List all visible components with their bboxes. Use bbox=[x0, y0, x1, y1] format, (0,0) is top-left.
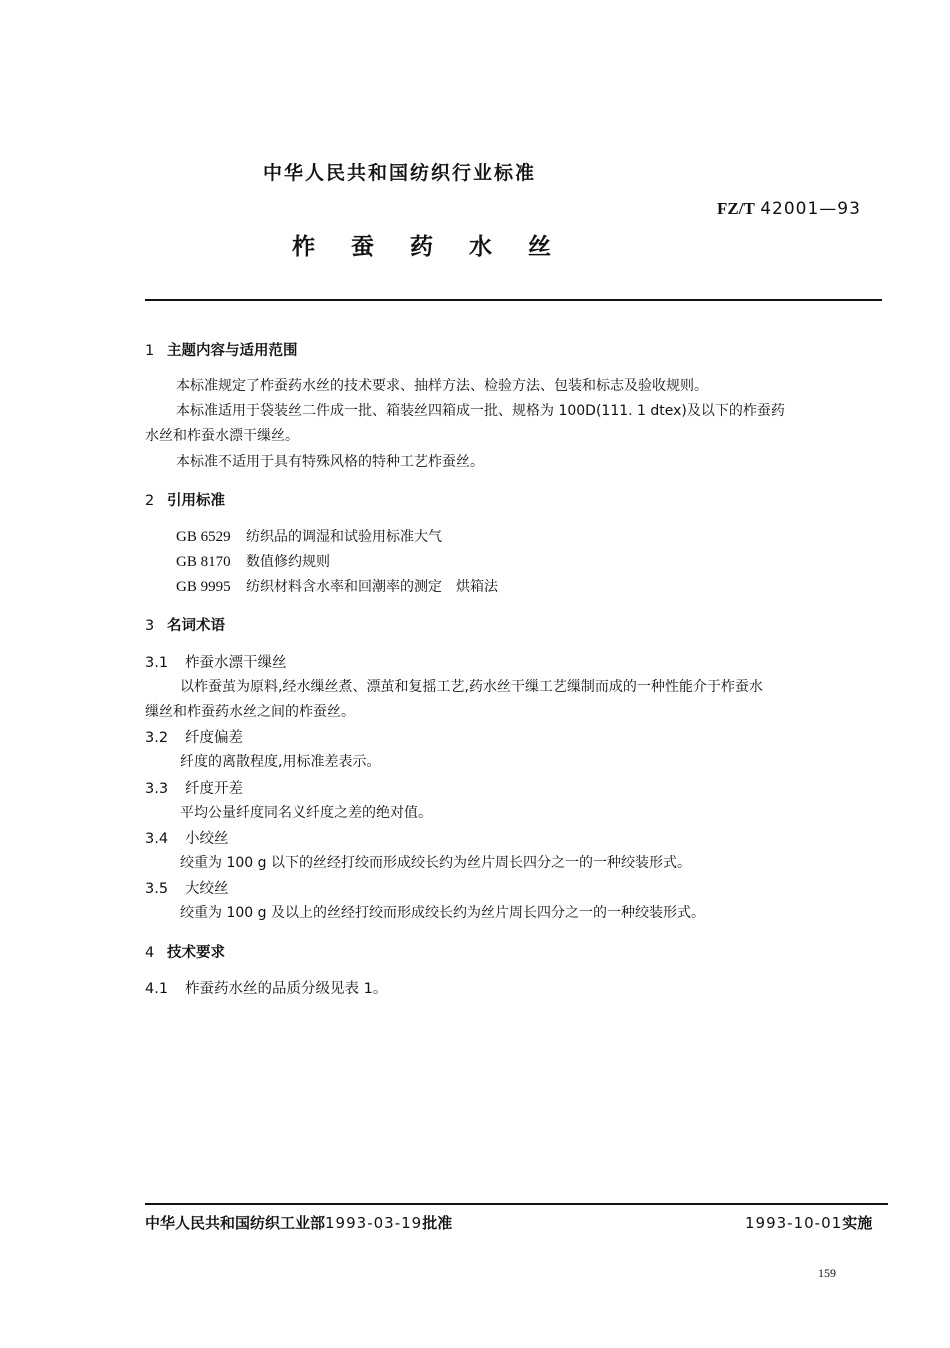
issuing-body-heading: 中华人民共和国纺织行业标准 bbox=[263, 162, 537, 184]
term-heading bbox=[145, 726, 243, 747]
section-2-heading bbox=[145, 489, 225, 510]
reference-item bbox=[176, 576, 498, 596]
section-number: 1 bbox=[145, 343, 155, 359]
term-name: 柞蚕水漂干缫丝 bbox=[185, 655, 287, 671]
reference-item bbox=[176, 526, 442, 546]
reference-item bbox=[176, 551, 330, 571]
reference-title: 纺织材料含水率和回潮率的测定 烘箱法 bbox=[246, 579, 498, 595]
clause-text: 柞蚕药水丝的品质分级见表 1。 bbox=[185, 981, 388, 997]
reference-code: GB 8170 bbox=[176, 554, 231, 570]
page-number: 159 bbox=[818, 1266, 836, 1280]
effective-label: 实施 bbox=[842, 1214, 873, 1232]
paragraph: 本标准不适用于具有特殊风格的特种工艺柞蚕丝。 bbox=[176, 454, 484, 470]
term-definition: 纤度的离散程度,用标准差表示。 bbox=[180, 754, 381, 770]
section-1-heading bbox=[145, 339, 298, 360]
term-definition: 平均公量纤度同名义纤度之差的绝对值。 bbox=[180, 805, 432, 821]
term-name: 纤度偏差 bbox=[185, 730, 243, 746]
title-char: 药 bbox=[410, 234, 433, 260]
paragraph: 本标准适用于袋装丝二件成一批、箱装丝四箱成一批、规格为 100D(111. 1 dtex)及以下的柞蚕药 bbox=[176, 403, 785, 419]
approval-date: 1993-03-19 bbox=[325, 1214, 423, 1232]
term-number: 3.1 bbox=[145, 655, 169, 671]
section-3-heading bbox=[145, 614, 225, 635]
section-title: 技术要求 bbox=[167, 945, 225, 961]
section-number: 3 bbox=[145, 618, 155, 634]
term-number: 3.3 bbox=[145, 781, 169, 797]
title-char: 水 bbox=[469, 234, 492, 260]
term-heading bbox=[145, 877, 229, 898]
paragraph: 本标准规定了柞蚕药水丝的技术要求、抽样方法、检验方法、包装和标志及验收规则。 bbox=[176, 378, 708, 394]
reference-code: GB 6529 bbox=[176, 529, 231, 545]
standard-number bbox=[717, 199, 861, 219]
term-number: 3.4 bbox=[145, 831, 169, 847]
standard-prefix: FZ/T bbox=[717, 199, 755, 218]
section-title: 名词术语 bbox=[167, 618, 225, 634]
term-number: 3.2 bbox=[145, 730, 169, 746]
section-number: 2 bbox=[145, 493, 155, 509]
title-char: 柞 bbox=[292, 234, 315, 260]
term-number: 3.5 bbox=[145, 881, 169, 897]
term-definition-continuation: 缫丝和柞蚕药水丝之间的柞蚕丝。 bbox=[145, 704, 355, 720]
term-definition: 绞重为 100 g 以下的丝经打绞而形成绞长约为丝片周长四分之一的一种绞装形式。 bbox=[180, 855, 691, 871]
effective-date: 1993-10-01 bbox=[745, 1214, 843, 1232]
clause bbox=[145, 977, 387, 998]
term-definition: 以柞蚕茧为原料,经水缫丝煮、漂茧和复摇工艺,药水丝干缫工艺缫制而成的一种性能介于柞蚕水 bbox=[180, 679, 763, 695]
approval-line bbox=[145, 1212, 452, 1233]
standard-code: 42001—93 bbox=[760, 199, 861, 219]
reference-code: GB 9995 bbox=[176, 579, 231, 595]
reference-title: 纺织品的调湿和试验用标准大气 bbox=[246, 529, 442, 545]
approval-label: 批准 bbox=[422, 1214, 453, 1232]
term-heading bbox=[145, 827, 229, 848]
term-name: 纤度开差 bbox=[185, 781, 243, 797]
term-name: 大绞丝 bbox=[185, 881, 229, 897]
section-title: 引用标准 bbox=[167, 493, 225, 509]
paragraph-continuation: 水丝和柞蚕水漂干缫丝。 bbox=[145, 428, 299, 444]
section-number: 4 bbox=[145, 945, 155, 961]
document-title bbox=[292, 228, 587, 261]
term-name: 小绞丝 bbox=[185, 831, 229, 847]
footer-divider bbox=[145, 1203, 888, 1205]
term-definition: 绞重为 100 g 及以上的丝经打绞而形成绞长约为丝片周长四分之一的一种绞装形式。 bbox=[180, 905, 705, 921]
title-char: 丝 bbox=[528, 234, 551, 260]
section-title: 主题内容与适用范围 bbox=[167, 343, 298, 359]
title-char: 蚕 bbox=[351, 234, 374, 260]
clause-number: 4.1 bbox=[145, 981, 169, 997]
header-divider bbox=[145, 299, 882, 301]
section-4-heading bbox=[145, 941, 225, 962]
effective-line bbox=[745, 1212, 872, 1233]
term-heading bbox=[145, 651, 287, 672]
approval-org: 中华人民共和国纺织工业部 bbox=[145, 1214, 326, 1232]
reference-title: 数值修约规则 bbox=[246, 554, 330, 570]
term-heading bbox=[145, 777, 243, 798]
